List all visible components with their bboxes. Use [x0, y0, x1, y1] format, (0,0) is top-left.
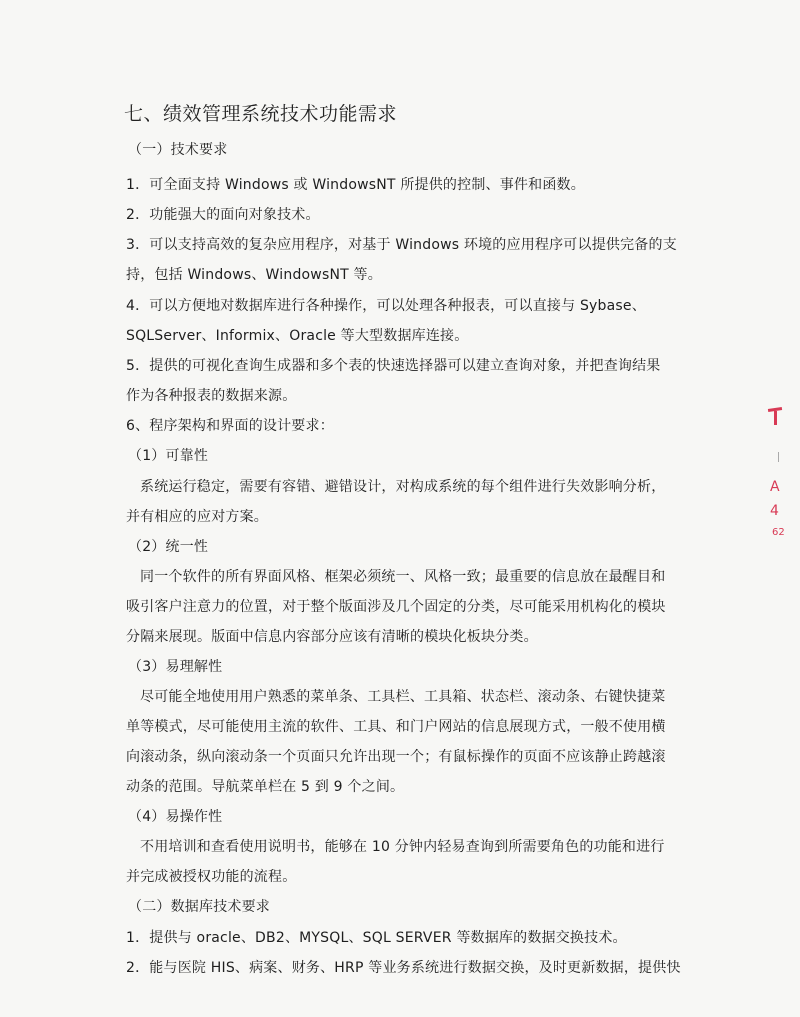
section-heading: （一）技术要求 — [128, 142, 228, 158]
list-item: 3．可以支持高效的复杂应用程序，对基于 Windows 环境的应用程序可以提供完备的支 — [126, 237, 677, 253]
list-item-continuation: 作为各种报表的数据来源。 — [126, 388, 297, 404]
list-item: 2．能与医院 HIS、病案、财务、HRP 等业务系统进行数据交换，及时更新数据，提供快 — [126, 960, 681, 976]
list-item: 5．提供的可视化查询生成器和多个表的快速选择器可以建立查询对象，并把查询结果 — [126, 358, 661, 374]
page-title: 七、绩效管理系统技术功能需求 — [124, 103, 398, 125]
list-item: 1．提供与 oracle、DB2、MYSQL、SQL SERVER 等数据库的数据交换技术。 — [126, 930, 627, 946]
paragraph-continuation: 并完成被授权功能的流程。 — [126, 869, 297, 885]
paragraph-continuation: 动条的范围。导航菜单栏在 5 到 9 个之间。 — [126, 779, 405, 795]
paragraph: 不用培训和查看使用说明书，能够在 10 分钟内轻易查询到所需要角色的功能和进行 — [140, 839, 665, 855]
list-item: 1．可全面支持 Windows 或 WindowsNT 所提供的控制、事件和函数。 — [126, 177, 585, 193]
stamp-glyph: A — [770, 479, 780, 495]
paragraph-continuation: 并有相应的应对方案。 — [126, 509, 268, 525]
list-item: 4．可以方便地对数据库进行各种操作，可以处理各种报表，可以直接与 Sybase、 — [126, 298, 646, 314]
seal-stamp-fragment — [762, 400, 792, 550]
paragraph-continuation: 吸引客户注意力的位置，对于整个版面涉及几个固定的分类，尽可能采用机构化的模块 — [126, 599, 666, 615]
list-item: 2．功能强大的面向对象技术。 — [126, 207, 320, 223]
stamp-glyph: 62 — [772, 527, 785, 538]
subsection-heading: （2）统一性 — [128, 539, 209, 555]
stamp-glyph: 4 — [770, 503, 779, 519]
paragraph: 系统运行稳定，需要有容错、避错设计，对构成系统的每个组件进行失效影响分析， — [140, 479, 666, 495]
subsection-heading: （1）可靠性 — [128, 448, 209, 464]
section-heading: （二）数据库技术要求 — [128, 899, 270, 915]
paragraph: 同一个软件的所有界面风格、框架必须统一、风格一致；最重要的信息放在最醒目和 — [140, 569, 666, 585]
list-item-continuation: SQLServer、Informix、Oracle 等大型数据库连接。 — [126, 328, 469, 344]
list-item: 6、程序架构和界面的设计要求： — [126, 418, 334, 434]
paragraph-continuation: 向滚动条，纵向滚动条一个页面只允许出现一个；有鼠标操作的页面不应该静止跨越滚 — [126, 749, 666, 765]
stamp-mark — [778, 452, 779, 462]
list-item-continuation: 持，包括 Windows、WindowsNT 等。 — [126, 267, 382, 283]
subsection-heading: （4）易操作性 — [128, 809, 223, 825]
paragraph-continuation: 分隔来展现。版面中信息内容部分应该有清晰的模块化板块分类。 — [126, 629, 538, 645]
subsection-heading: （3）易理解性 — [128, 659, 223, 675]
paragraph-continuation: 单等模式，尽可能使用主流的软件、工具、和门户网站的信息展现方式，一般不使用横 — [126, 719, 666, 735]
paragraph: 尽可能全地使用用户熟悉的菜单条、工具栏、工具箱、状态栏、滚动条、右键快捷菜 — [140, 689, 666, 705]
stamp-mark — [774, 411, 777, 425]
